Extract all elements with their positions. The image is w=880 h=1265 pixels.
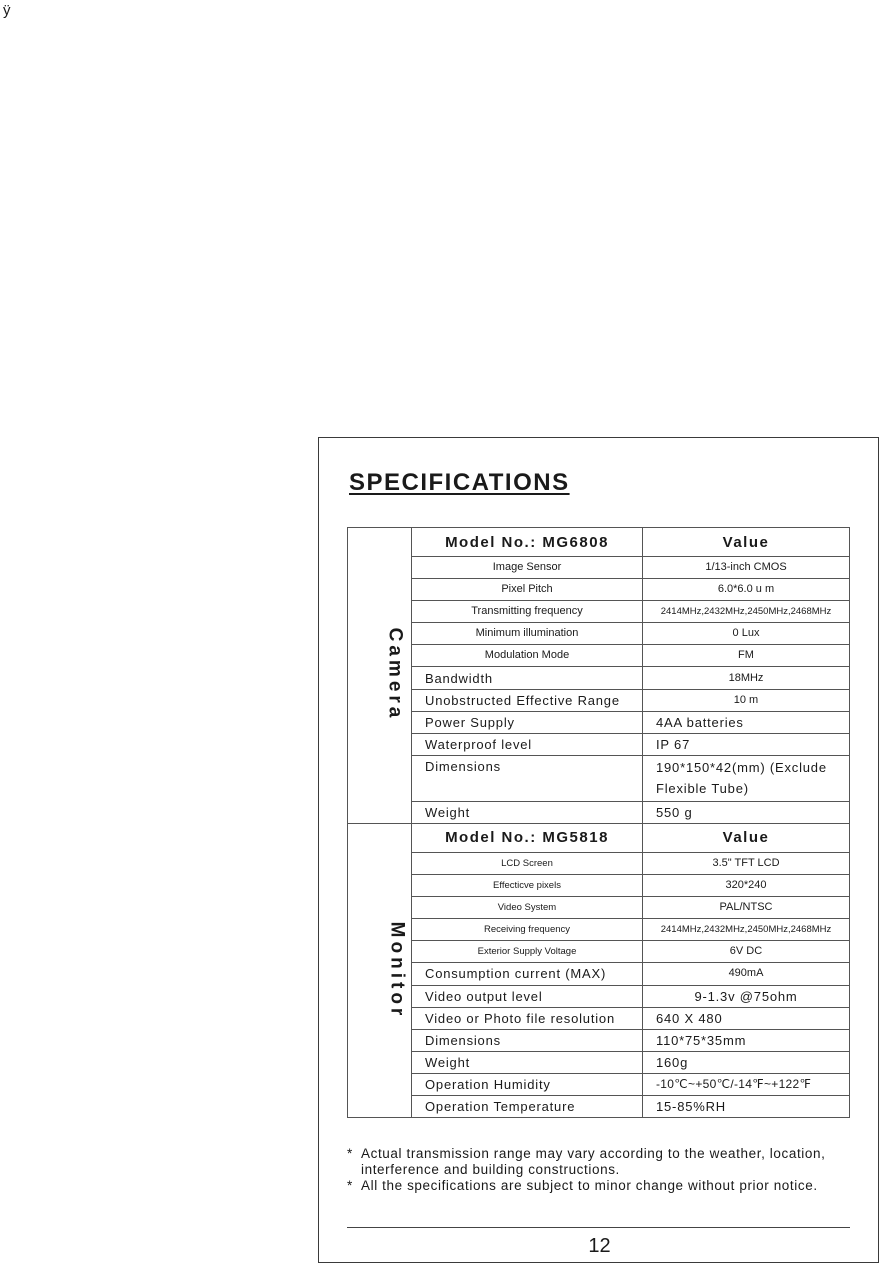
spec-value: 2414MHz,2432MHz,2450MHz,2468MHz xyxy=(643,601,850,623)
table-row xyxy=(348,711,850,733)
spec-param: Image Sensor xyxy=(412,557,643,579)
footer-divider xyxy=(347,1227,850,1228)
spec-param: Effecticve pixels xyxy=(412,875,643,897)
table-row xyxy=(348,941,850,963)
table-row xyxy=(348,579,850,601)
spec-value: IP 67 xyxy=(643,733,850,755)
camera-section-cell xyxy=(348,528,412,824)
camera-value-header: Value xyxy=(643,528,850,557)
spec-param: Receiving frequency xyxy=(412,919,643,941)
spec-value: 490mA xyxy=(643,963,850,985)
table-row xyxy=(348,875,850,897)
spec-table xyxy=(347,527,850,1118)
footnote xyxy=(347,1178,867,1194)
corner-mark: ÿ xyxy=(3,2,11,19)
footnote xyxy=(347,1146,867,1178)
monitor-section-label: Monitor xyxy=(386,921,408,1019)
spec-value: PAL/NTSC xyxy=(643,897,850,919)
monitor-model-header: Model No.: MG5818 xyxy=(412,823,643,852)
spec-value: 9-1.3v @75ohm xyxy=(643,985,850,1007)
spec-param: Consumption current (MAX) xyxy=(412,963,643,985)
manual-page xyxy=(318,437,879,1263)
spec-value: -10℃~+50℃/-14℉~+122℉ xyxy=(643,1073,850,1095)
camera-section-label: Camera xyxy=(384,628,406,722)
spec-value: 190*150*42(mm) (Exclude Flexible Tube) xyxy=(643,755,850,801)
spec-param: Operation Temperature xyxy=(412,1095,643,1117)
spec-param: Waterproof level xyxy=(412,733,643,755)
spec-param: Unobstructed Effective Range xyxy=(412,689,643,711)
spec-value: FM xyxy=(643,645,850,667)
spec-param: Minimum illumination xyxy=(412,623,643,645)
spec-param: Pixel Pitch xyxy=(412,579,643,601)
spec-param: Video System xyxy=(412,897,643,919)
footnote-text: Actual transmission range may vary according to the weather, location, interference and building constructions. xyxy=(361,1146,826,1177)
spec-value: 160g xyxy=(643,1051,850,1073)
spec-param: Bandwidth xyxy=(412,667,643,689)
table-row xyxy=(348,557,850,579)
page-title: SPECIFICATIONS xyxy=(349,469,570,496)
table-row xyxy=(348,1073,850,1095)
table-row xyxy=(348,601,850,623)
spec-value: 550 g xyxy=(643,801,850,823)
spec-param: Dimensions xyxy=(412,755,643,801)
table-row xyxy=(348,801,850,823)
spec-value: 10 m xyxy=(643,689,850,711)
spec-param: Exterior Supply Voltage xyxy=(412,941,643,963)
table-row xyxy=(348,645,850,667)
table-row xyxy=(348,689,850,711)
spec-param: Weight xyxy=(412,801,643,823)
camera-header-row xyxy=(348,528,850,557)
table-row xyxy=(348,623,850,645)
table-row xyxy=(348,963,850,985)
table-row xyxy=(348,667,850,689)
spec-value: 18MHz xyxy=(643,667,850,689)
footnotes xyxy=(347,1146,867,1194)
monitor-header-row xyxy=(348,823,850,852)
table-row xyxy=(348,985,850,1007)
spec-value: 4AA batteries xyxy=(643,711,850,733)
table-row xyxy=(348,1095,850,1117)
table-row xyxy=(348,733,850,755)
spec-param: Power Supply xyxy=(412,711,643,733)
spec-param: Operation Humidity xyxy=(412,1073,643,1095)
spec-value: 15-85%RH xyxy=(643,1095,850,1117)
table-row xyxy=(348,1051,850,1073)
spec-param: Video or Photo file resolution xyxy=(412,1007,643,1029)
spec-value: 640 X 480 xyxy=(643,1007,850,1029)
spec-param: Modulation Mode xyxy=(412,645,643,667)
asterisk-marker: * xyxy=(347,1146,353,1161)
spec-param: Transmitting frequency xyxy=(412,601,643,623)
monitor-section-cell xyxy=(348,823,412,1117)
spec-value: 3.5" TFT LCD xyxy=(643,852,850,874)
spec-value: 6V DC xyxy=(643,941,850,963)
page-number: 12 xyxy=(588,1235,611,1257)
table-row xyxy=(348,1007,850,1029)
spec-param: Weight xyxy=(412,1051,643,1073)
asterisk-marker: * xyxy=(347,1178,353,1193)
spec-param: Dimensions xyxy=(412,1029,643,1051)
table-row xyxy=(348,1029,850,1051)
table-row xyxy=(348,852,850,874)
spec-param: LCD Screen xyxy=(412,852,643,874)
spec-value: 320*240 xyxy=(643,875,850,897)
spec-value: 0 Lux xyxy=(643,623,850,645)
spec-value: 6.0*6.0 u m xyxy=(643,579,850,601)
spec-value: 2414MHz,2432MHz,2450MHz,2468MHz xyxy=(643,919,850,941)
spec-value: 1/13-inch CMOS xyxy=(643,557,850,579)
camera-model-header: Model No.: MG6808 xyxy=(412,528,643,557)
monitor-value-header: Value xyxy=(643,823,850,852)
spec-value: 110*75*35mm xyxy=(643,1029,850,1051)
table-row xyxy=(348,897,850,919)
footnote-text: All the specifications are subject to minor change without prior notice. xyxy=(361,1178,818,1193)
table-row xyxy=(348,755,850,801)
spec-param: Video output level xyxy=(412,985,643,1007)
table-row xyxy=(348,919,850,941)
